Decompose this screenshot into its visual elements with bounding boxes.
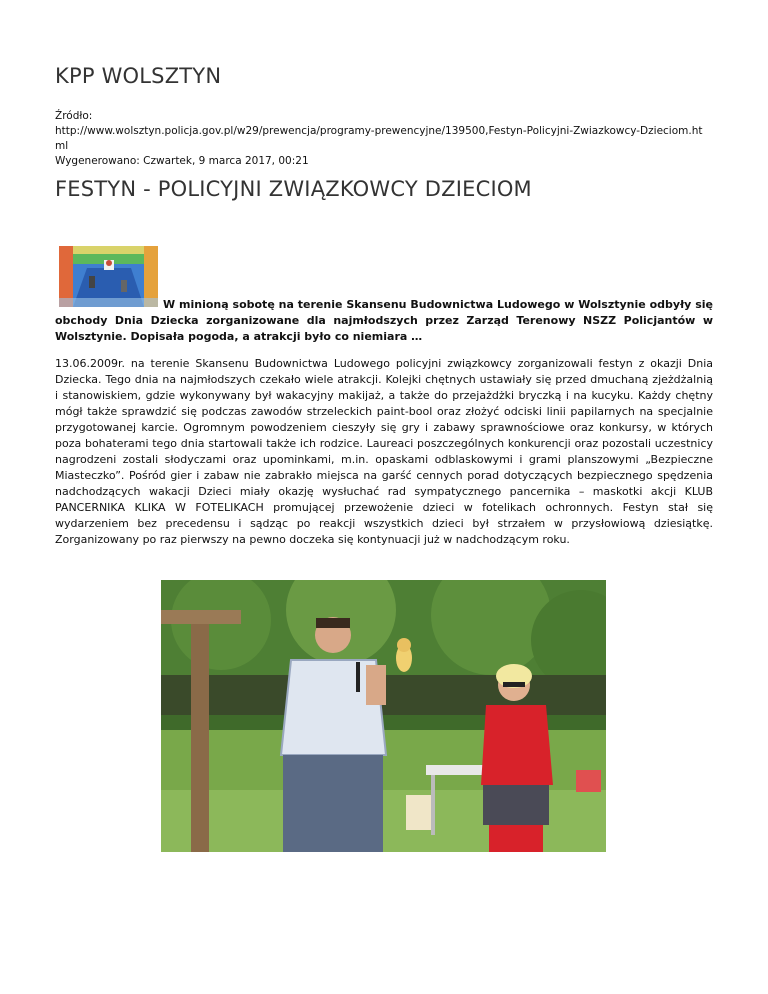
- article-lead: W minioną sobotę na terenie Skansenu Budownictwa Ludowego w Wolsztynie odbyły się obchody Dnia Dziecka zorganizowane dla najmłodszych przez Zarząd Terenowy NSZZ Policjantów w Wolsztynie. Dopisała pogoda, a atrakcji było co niemiara …: [55, 298, 713, 343]
- article-photo: [161, 580, 606, 852]
- source-label: Źródło:: [55, 110, 93, 122]
- site-title: KPP WOLSZTYN: [55, 64, 222, 88]
- generated-date: Wygenerowano: Czwartek, 9 marca 2017, 00:21: [55, 155, 309, 167]
- source-url[interactable]: http://www.wolsztyn.policja.gov.pl/w29/prewencja/programy-prewencyjne/139500,Festyn-Policyjni-Zwiazkowcy-Dzieciom.html: [55, 125, 703, 152]
- article-body: 13.06.2009r. na terenie Skansenu Budownictwa Ludowego policyjni związkowcy zorganizowali festyn z okazji Dnia Dziecka. Tego dnia na najmłodszych czekało wiele atrakcji. Kolejki chętnych ustawiały się przed dmuchaną zjeżdżalnią i stanowiskiem, gdzie wykonywany był wakacyjny makijaż, a także do przejażdżki bryczką i na kucyku. Każdy chętny mógł także sprawdzić się podczas zawodów strzeleckich paint-bool oraz złożyć odciski linii papilarnych na specjalnie przygotowanej karcie. Ogromnym powodzeniem cieszyły się gry i zabawy sprawnościowe oraz konkursy, w których poza bohaterami tego dnia startowali także ich rodzice. Laureaci poszczególnych konkurencji oraz pozostali uczestnicy nagrodzeni zostali słodyczami oraz upominkami, m.in. opaskami odblaskowymi i grami planszowymi „Bezpieczne Miasteczko”. Pośród gier i zabaw nie zabrakło miejsca na garść cennych porad dotyczących bezpiecznego spędzenia nadchodzących wakacji Dzieci miały okazję wysłuchać rad sympatycznego pancernika – maskotki akcji KLUB PANCERNIKA KLIKA W FOTELIKACH promującej przewożenie dzieci w fotelikach ochronnych. Festyn stał się wydarzeniem bez precedensu i sądząc po reakcji wszystkich dzieci był strzałem w przysłowiową dziesiątkę. Zorganizowany po raz pierwszy na pewno doczeka się kontynuacji już w nadchodzącym roku.: [55, 357, 713, 546]
- article-title: FESTYN - POLICYJNI ZWIĄZKOWCY DZIECIOM: [55, 177, 532, 201]
- source-meta: [55, 109, 705, 169]
